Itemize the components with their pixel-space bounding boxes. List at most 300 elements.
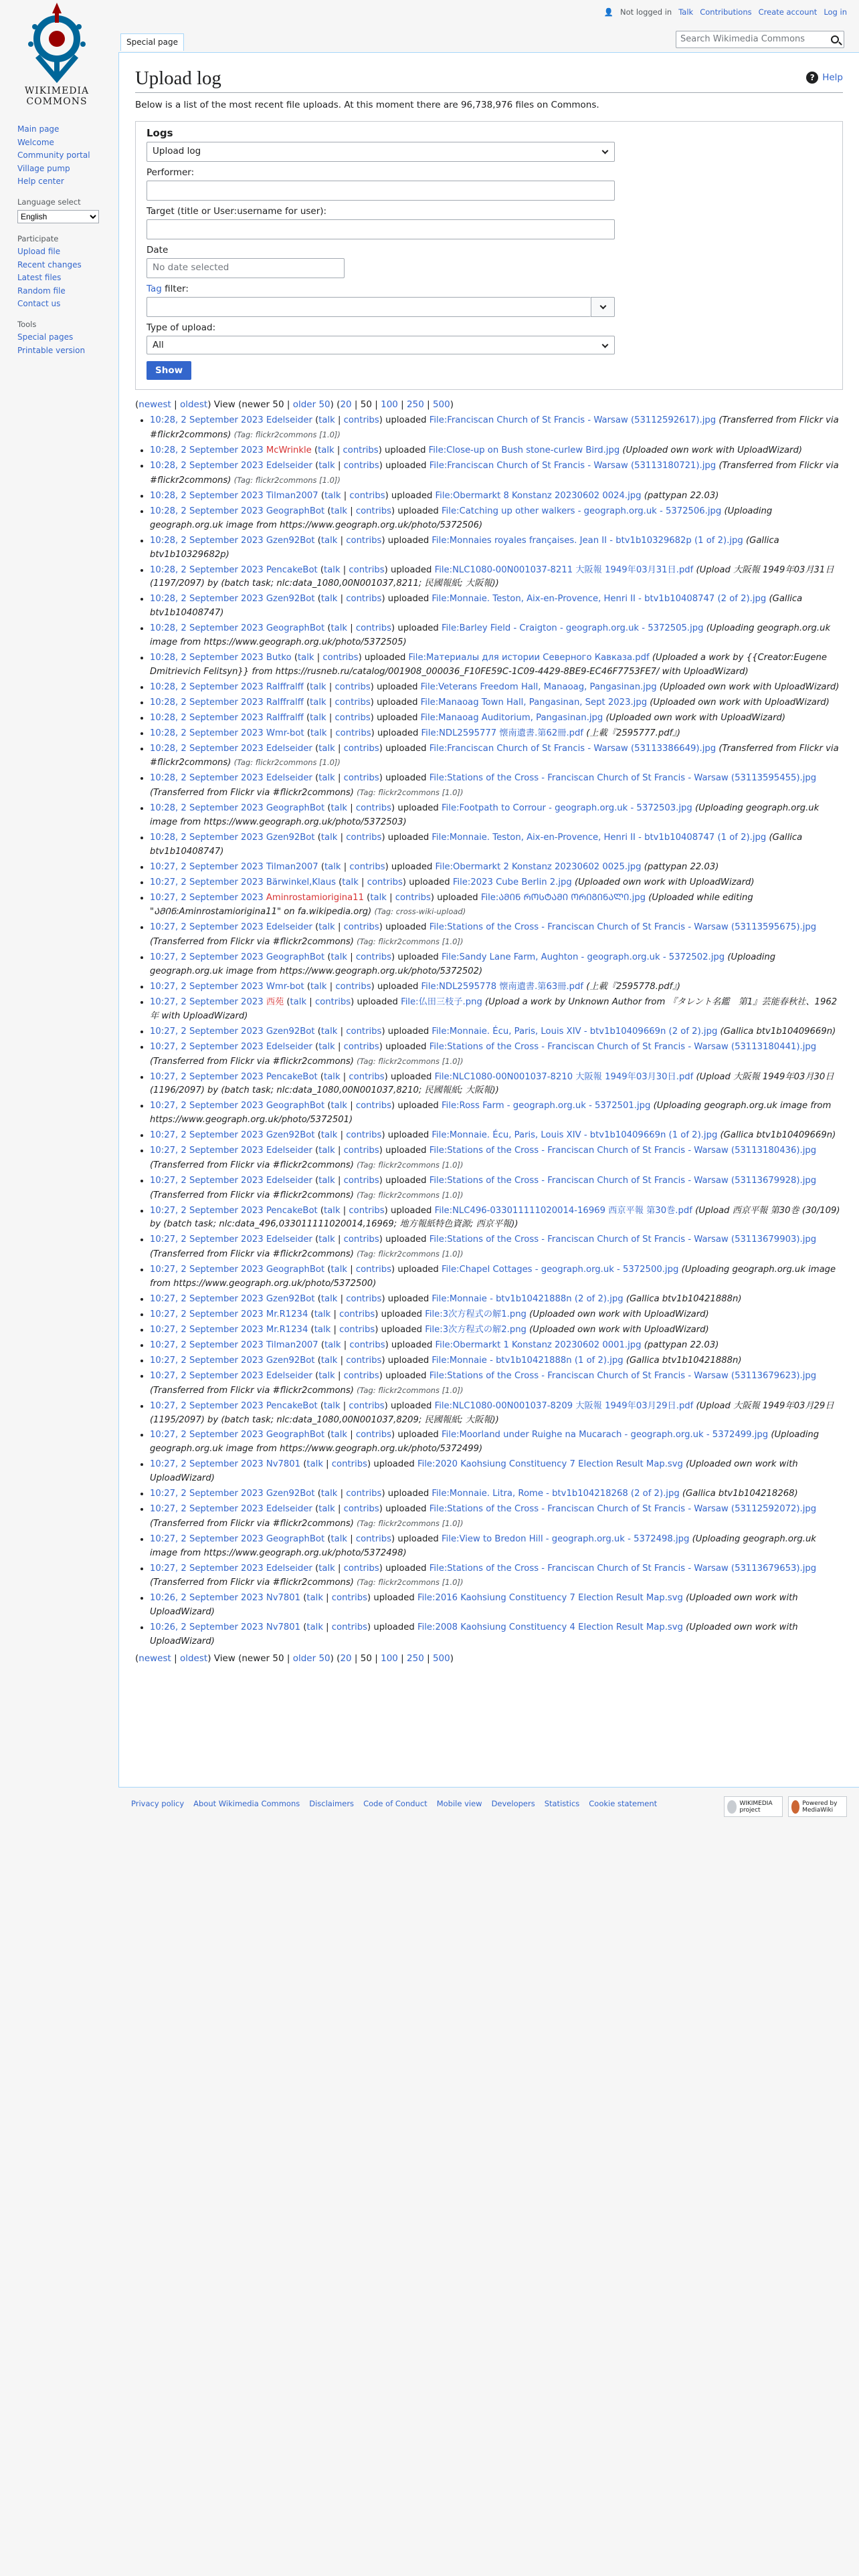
entry-talk-link[interactable]: talk: [310, 982, 327, 992]
entry-timestamp-link[interactable]: 10:27, 2 September 2023: [150, 1400, 264, 1411]
entry-timestamp-link[interactable]: 10:27, 2 September 2023: [150, 1041, 264, 1052]
search-input[interactable]: [676, 31, 844, 48]
entry-talk-link[interactable]: talk: [310, 697, 326, 708]
entry-timestamp-link[interactable]: 10:27, 2 September 2023: [150, 1235, 264, 1245]
entry-user-link[interactable]: Gzen92Bot: [266, 594, 315, 605]
limit-250-link[interactable]: 250: [407, 399, 424, 411]
entry-user-link[interactable]: Mr.R1234: [266, 1309, 308, 1319]
entry-file-link[interactable]: File:NDL2595777 懐南遺書.第62冊.pdf: [421, 728, 584, 738]
newest-link[interactable]: newest: [138, 1652, 171, 1664]
entry-user-link[interactable]: Edelseider: [266, 1504, 312, 1515]
entry-talk-link[interactable]: talk: [342, 877, 359, 887]
entry-timestamp-link[interactable]: 10:28, 2 September 2023: [150, 743, 264, 754]
entry-talk-link[interactable]: talk: [324, 1071, 341, 1082]
entry-talk-link[interactable]: talk: [324, 490, 341, 501]
entry-file-link[interactable]: File:Stations of the Cross - Franciscan Church of St Francis - Warsaw (53113180441).jpg: [429, 1041, 817, 1052]
entry-timestamp-link[interactable]: 10:26, 2 September 2023: [150, 1622, 264, 1633]
create-account-link[interactable]: Create account: [758, 7, 818, 17]
entry-talk-link[interactable]: talk: [324, 861, 341, 872]
entry-user-link[interactable]: Edelseider: [266, 1041, 312, 1052]
entry-file-link[interactable]: File:2008 Kaohsiung Constituency 4 Election Result Map.svg: [417, 1622, 683, 1633]
entry-file-link[interactable]: File:Stations of the Cross - Franciscan Church of St Francis - Warsaw (53112592072).jpg: [429, 1504, 817, 1515]
help-link[interactable]: [806, 72, 843, 84]
entry-timestamp-link[interactable]: 10:28, 2 September 2023: [150, 773, 264, 784]
talk-link[interactable]: Talk: [678, 7, 694, 17]
entry-contribs-link[interactable]: contribs: [335, 982, 371, 992]
entry-timestamp-link[interactable]: 10:27, 2 September 2023: [150, 1071, 264, 1082]
entry-file-link[interactable]: File:Monnaie. Écu, Paris, Louis XIV - btv1b10409669n (1 of 2).jpg: [432, 1130, 718, 1141]
entry-talk-link[interactable]: talk: [318, 445, 335, 456]
sidebar-item-contact-us[interactable]: Contact us: [17, 299, 61, 308]
entry-contribs-link[interactable]: contribs: [331, 1593, 367, 1604]
entry-user-link[interactable]: Nv7801: [266, 1459, 301, 1470]
entry-timestamp-link[interactable]: 10:28, 2 September 2023: [150, 623, 264, 634]
entry-file-link[interactable]: File:Chapel Cottages - geograph.org.uk - 5372500.jpg: [442, 1265, 679, 1275]
entry-file-link[interactable]: File:Franciscan Church of St Francis - Warsaw (53113180721).jpg: [429, 461, 717, 471]
entry-timestamp-link[interactable]: 10:27, 2 September 2023: [150, 861, 264, 872]
footer-disclaimers[interactable]: Disclaimers: [309, 1799, 355, 1808]
footer-mobile-view[interactable]: Mobile view: [436, 1799, 482, 1808]
entry-file-link[interactable]: File:Obermarkt 1 Konstanz 20230602 0001.jpg: [435, 1339, 642, 1350]
entry-file-link[interactable]: File:Stations of the Cross - Franciscan Church of St Francis - Warsaw (53113679903).jpg: [429, 1235, 817, 1245]
entry-timestamp-link[interactable]: 10:27, 2 September 2023: [150, 1430, 264, 1440]
entry-timestamp-link[interactable]: 10:27, 2 September 2023: [150, 1265, 264, 1275]
entry-contribs-link[interactable]: contribs: [343, 1235, 379, 1245]
entry-talk-link[interactable]: talk: [318, 773, 335, 784]
entry-talk-link[interactable]: talk: [318, 922, 335, 933]
entry-file-link[interactable]: File:Moorland under Ruighe na Mucarach - geograph.org.uk - 5372499.jpg: [442, 1430, 769, 1440]
entry-talk-link[interactable]: talk: [330, 952, 348, 963]
sidebar-item-latest-files[interactable]: Latest files: [17, 273, 62, 282]
entry-contribs-link[interactable]: contribs: [367, 877, 403, 887]
entry-user-link[interactable]: Edelseider: [266, 1370, 312, 1381]
entry-talk-link[interactable]: talk: [320, 1026, 338, 1037]
entry-user-link[interactable]: Edelseider: [266, 773, 312, 784]
entry-talk-link[interactable]: talk: [314, 1309, 331, 1319]
search-icon[interactable]: [831, 35, 839, 43]
entry-contribs-link[interactable]: contribs: [395, 892, 431, 903]
entry-user-link[interactable]: Gzen92Bot: [266, 1489, 315, 1499]
entry-contribs-link[interactable]: contribs: [314, 997, 351, 1007]
footer-privacy-policy[interactable]: Privacy policy: [131, 1799, 185, 1808]
entry-user-link[interactable]: GeographBot: [266, 803, 325, 814]
oldest-link[interactable]: oldest: [179, 1652, 208, 1664]
entry-contribs-link[interactable]: contribs: [339, 1309, 375, 1319]
entry-file-link[interactable]: File:Stations of the Cross - Franciscan Church of St Francis - Warsaw (53113595455).jpg: [429, 773, 817, 784]
entry-file-link[interactable]: File:Stations of the Cross - Franciscan Church of St Francis - Warsaw (53113595675).jpg: [429, 922, 817, 933]
entry-timestamp-link[interactable]: 10:27, 2 September 2023: [150, 1205, 264, 1216]
limit-500-link[interactable]: 500: [432, 1652, 450, 1664]
entry-timestamp-link[interactable]: 10:27, 2 September 2023: [150, 1563, 264, 1574]
tab-special-page[interactable]: Special page: [120, 33, 184, 51]
sidebar-item-upload-file[interactable]: Upload file: [17, 247, 61, 256]
entry-talk-link[interactable]: talk: [320, 1130, 338, 1141]
entry-file-link[interactable]: File:仏田三枝子.png: [401, 997, 482, 1007]
footer-cookie-statement[interactable]: Cookie statement: [589, 1799, 658, 1808]
entry-timestamp-link[interactable]: 10:28, 2 September 2023: [150, 506, 264, 516]
entry-timestamp-link[interactable]: 10:28, 2 September 2023: [150, 697, 264, 708]
entry-talk-link[interactable]: talk: [330, 1101, 348, 1111]
entry-contribs-link[interactable]: contribs: [355, 803, 392, 814]
entry-file-link[interactable]: File:Footpath to Corrour - geograph.org.uk - 5372503.jpg: [442, 803, 692, 814]
limit-100-link[interactable]: 100: [381, 1652, 398, 1664]
footer-about[interactable]: About Wikimedia Commons: [193, 1799, 300, 1808]
entry-user-link[interactable]: Wmr-bot: [266, 728, 304, 738]
entry-file-link[interactable]: File:NDL2595778 懐南遺書.第63冊.pdf: [421, 982, 584, 992]
entry-contribs-link[interactable]: contribs: [349, 1400, 385, 1411]
powered-by-mediawiki-badge[interactable]: [788, 1796, 847, 1817]
entry-user-link[interactable]: Wmr-bot: [266, 982, 304, 992]
entry-file-link[interactable]: File:Stations of the Cross - Franciscan Church of St Francis - Warsaw (53113180436).jpg: [429, 1146, 817, 1156]
entry-user-link[interactable]: Edelseider: [266, 922, 312, 933]
performer-input[interactable]: [147, 181, 615, 201]
entry-talk-link[interactable]: talk: [318, 1563, 335, 1574]
oldest-link[interactable]: oldest: [179, 399, 208, 411]
sidebar-item-printable-version[interactable]: Printable version: [17, 345, 86, 355]
entry-timestamp-link[interactable]: 10:28, 2 September 2023: [150, 712, 264, 723]
login-link[interactable]: Log in: [824, 7, 847, 17]
entry-file-link[interactable]: File:NLC1080-00N001037-8209 大阪報 1949年03月29日.pdf: [434, 1400, 694, 1411]
entry-user-link[interactable]: McWrinkle: [266, 445, 312, 456]
entry-contribs-link[interactable]: contribs: [346, 594, 382, 605]
entry-timestamp-link[interactable]: 10:27, 2 September 2023: [150, 922, 264, 933]
entry-file-link[interactable]: File:Monnaie - btv1b10421888n (2 of 2).jpg: [432, 1294, 624, 1304]
entry-talk-link[interactable]: talk: [310, 712, 326, 723]
entry-file-link[interactable]: File:Sandy Lane Farm, Aughton - geograph.org.uk - 5372502.jpg: [442, 952, 725, 963]
entry-user-link[interactable]: Tilman2007: [266, 1339, 318, 1350]
date-input[interactable]: [147, 258, 345, 278]
entry-timestamp-link[interactable]: 10:27, 2 September 2023: [150, 1175, 264, 1186]
entry-file-link[interactable]: File:Stations of the Cross - Franciscan Church of St Francis - Warsaw (53113679623).jpg: [429, 1370, 817, 1381]
entry-contribs-link[interactable]: contribs: [349, 1071, 385, 1082]
entry-file-link[interactable]: File:Franciscan Church of St Francis - Warsaw (53113386649).jpg: [429, 743, 717, 754]
entry-talk-link[interactable]: talk: [324, 564, 341, 575]
entry-user-link[interactable]: Edelseider: [266, 1563, 312, 1574]
entry-user-link[interactable]: Gzen92Bot: [266, 1355, 315, 1366]
entry-user-link[interactable]: Edelseider: [266, 743, 312, 754]
entry-talk-link[interactable]: talk: [318, 415, 335, 426]
entry-user-link[interactable]: GeographBot: [266, 1101, 325, 1111]
entry-contribs-link[interactable]: contribs: [346, 1355, 382, 1366]
entry-talk-link[interactable]: talk: [318, 1041, 335, 1052]
entry-contribs-link[interactable]: contribs: [343, 415, 379, 426]
entry-file-link[interactable]: File:NLC1080-00N001037-8210 大阪報 1949年03月30日.pdf: [434, 1071, 694, 1082]
entry-contribs-link[interactable]: contribs: [349, 1205, 385, 1216]
show-button[interactable]: Show: [147, 361, 191, 380]
entry-file-link[interactable]: File:Franciscan Church of St Francis - Warsaw (53112592617).jpg: [429, 415, 717, 426]
entry-user-link[interactable]: Gzen92Bot: [266, 1026, 315, 1037]
entry-user-link[interactable]: Gzen92Bot: [266, 1130, 315, 1141]
entry-file-link[interactable]: File:Close-up on Bush stone-curlew Bird.jpg: [428, 445, 620, 456]
limit-20-link[interactable]: 20: [340, 1652, 352, 1664]
entry-file-link[interactable]: File:Stations of the Cross - Franciscan Church of St Francis - Warsaw (53113679928).jpg: [429, 1175, 817, 1186]
entry-user-link[interactable]: PencakeBot: [266, 1071, 318, 1082]
entry-contribs-link[interactable]: contribs: [343, 445, 379, 456]
entry-user-link[interactable]: Edelseider: [266, 1235, 312, 1245]
log-type-dropdown[interactable]: [147, 142, 615, 162]
entry-talk-link[interactable]: talk: [318, 743, 335, 754]
entry-talk-link[interactable]: talk: [330, 1430, 348, 1440]
entry-contribs-link[interactable]: contribs: [335, 681, 371, 692]
entry-talk-link[interactable]: talk: [330, 506, 348, 516]
entry-file-link[interactable]: File:Monnaie. Teston, Aix-en-Provence, Henri II - btv1b10408747 (2 of 2).jpg: [432, 594, 767, 605]
entry-talk-link[interactable]: talk: [330, 1265, 348, 1275]
entry-file-link[interactable]: File:Stations of the Cross - Franciscan Church of St Francis - Warsaw (53113679653).jpg: [429, 1563, 817, 1574]
entry-contribs-link[interactable]: contribs: [346, 535, 382, 546]
entry-talk-link[interactable]: talk: [330, 1533, 348, 1544]
entry-file-link[interactable]: File:2020 Kaohsiung Constituency 7 Election Result Map.svg: [417, 1459, 683, 1470]
entry-contribs-link[interactable]: contribs: [355, 1533, 392, 1544]
target-input[interactable]: [147, 219, 615, 239]
entry-timestamp-link[interactable]: 10:27, 2 September 2023: [150, 1355, 264, 1366]
language-select[interactable]: [17, 210, 99, 223]
entry-user-link[interactable]: PencakeBot: [266, 564, 318, 575]
entry-user-link[interactable]: Edelseider: [266, 1175, 312, 1186]
sidebar-item-random-file[interactable]: Random file: [17, 286, 66, 296]
entry-file-link[interactable]: File:Monnaie. Écu, Paris, Louis XIV - btv1b10409669n (2 of 2).jpg: [432, 1026, 718, 1037]
entry-timestamp-link[interactable]: 10:28, 2 September 2023: [150, 415, 264, 426]
entry-timestamp-link[interactable]: 10:28, 2 September 2023: [150, 803, 264, 814]
entry-file-link[interactable]: File:Manaoag Town Hall, Pangasinan, Sept 2023.jpg: [420, 697, 648, 708]
entry-file-link[interactable]: File:Monnaie. Teston, Aix-en-Provence, Henri II - btv1b10408747 (1 of 2).jpg: [432, 832, 767, 843]
limit-100-link[interactable]: 100: [381, 399, 398, 411]
entry-contribs-link[interactable]: contribs: [343, 743, 379, 754]
entry-file-link[interactable]: File:Monnaies royales françaises. Jean II - btv1b10329682p (1 of 2).jpg: [432, 535, 743, 546]
entry-user-link[interactable]: Ralffralff: [266, 697, 304, 708]
entry-talk-link[interactable]: talk: [297, 652, 314, 663]
entry-timestamp-link[interactable]: 10:27, 2 September 2023: [150, 997, 264, 1007]
entry-talk-link[interactable]: talk: [320, 1489, 338, 1499]
entry-timestamp-link[interactable]: 10:27, 2 September 2023: [150, 1146, 264, 1156]
entry-timestamp-link[interactable]: 10:27, 2 September 2023: [150, 1324, 264, 1335]
newest-link[interactable]: newest: [138, 399, 171, 411]
entry-talk-link[interactable]: talk: [324, 1205, 341, 1216]
entry-contribs-link[interactable]: contribs: [355, 1430, 392, 1440]
entry-talk-link[interactable]: talk: [320, 1294, 338, 1304]
entry-contribs-link[interactable]: contribs: [343, 922, 379, 933]
entry-contribs-link[interactable]: contribs: [322, 652, 359, 663]
entry-talk-link[interactable]: talk: [290, 997, 307, 1007]
entry-file-link[interactable]: File:2016 Kaohsiung Constituency 7 Election Result Map.svg: [417, 1593, 683, 1604]
entry-file-link[interactable]: File:NLC1080-00N001037-8211 大阪報 1949年03月31日.pdf: [434, 564, 694, 575]
entry-timestamp-link[interactable]: 10:27, 2 September 2023: [150, 1533, 264, 1544]
entry-file-link[interactable]: File:Материалы для истории Северного Кавказа.pdf: [408, 652, 650, 663]
entry-contribs-link[interactable]: contribs: [346, 1130, 382, 1141]
entry-talk-link[interactable]: talk: [318, 1504, 335, 1515]
entry-timestamp-link[interactable]: 10:27, 2 September 2023: [150, 982, 264, 992]
entry-timestamp-link[interactable]: 10:27, 2 September 2023: [150, 1489, 264, 1499]
entry-contribs-link[interactable]: contribs: [349, 861, 385, 872]
entry-user-link[interactable]: Gzen92Bot: [266, 535, 315, 546]
entry-file-link[interactable]: File:Monnaie. Litra, Rome - btv1b104218268 (2 of 2).jpg: [432, 1489, 680, 1499]
entry-user-link[interactable]: GeographBot: [266, 506, 325, 516]
older-50-link[interactable]: older 50: [292, 399, 330, 411]
entry-timestamp-link[interactable]: 10:28, 2 September 2023: [150, 490, 264, 501]
entry-timestamp-link[interactable]: 10:28, 2 September 2023: [150, 564, 264, 575]
entry-user-link[interactable]: Edelseider: [266, 461, 312, 471]
entry-contribs-link[interactable]: contribs: [346, 832, 382, 843]
entry-contribs-link[interactable]: contribs: [343, 1146, 379, 1156]
entry-talk-link[interactable]: talk: [318, 1146, 335, 1156]
entry-talk-link[interactable]: talk: [320, 1355, 338, 1366]
entry-file-link[interactable]: File:Catching up other walkers - geograph.org.uk - 5372506.jpg: [442, 506, 722, 516]
sidebar-item-recent-changes[interactable]: Recent changes: [17, 259, 82, 270]
footer-code-of-conduct[interactable]: Code of Conduct: [363, 1799, 427, 1808]
entry-contribs-link[interactable]: contribs: [343, 1041, 379, 1052]
entry-talk-link[interactable]: talk: [320, 594, 338, 605]
entry-user-link[interactable]: GeographBot: [266, 623, 325, 634]
entry-file-link[interactable]: File:Monnaie - btv1b10421888n (1 of 2).jpg: [432, 1355, 624, 1366]
entry-user-link[interactable]: Edelseider: [266, 415, 312, 426]
tag-filter-input[interactable]: [147, 297, 591, 317]
limit-500-link[interactable]: 500: [432, 399, 450, 411]
entry-timestamp-link[interactable]: 10:28, 2 September 2023: [150, 832, 264, 843]
limit-250-link[interactable]: 250: [407, 1652, 424, 1664]
entry-talk-link[interactable]: talk: [318, 1235, 335, 1245]
entry-user-link[interactable]: Aminrostamiorigina11: [266, 892, 364, 903]
entry-user-link[interactable]: PencakeBot: [266, 1400, 318, 1411]
sidebar-item-help-center[interactable]: Help center: [17, 177, 64, 186]
entry-contribs-link[interactable]: contribs: [346, 1294, 382, 1304]
entry-timestamp-link[interactable]: 10:27, 2 September 2023: [150, 877, 264, 887]
entry-contribs-link[interactable]: contribs: [355, 623, 392, 634]
entry-talk-link[interactable]: talk: [310, 681, 326, 692]
entry-timestamp-link[interactable]: 10:27, 2 September 2023: [150, 1101, 264, 1111]
entry-contribs-link[interactable]: contribs: [343, 1175, 379, 1186]
entry-file-link[interactable]: File:3次方程式の解2.png: [425, 1324, 527, 1335]
sidebar-item-welcome[interactable]: Welcome: [17, 137, 54, 147]
entry-talk-link[interactable]: talk: [330, 803, 348, 814]
entry-talk-link[interactable]: talk: [306, 1622, 323, 1633]
entry-timestamp-link[interactable]: 10:26, 2 September 2023: [150, 1593, 264, 1604]
entry-user-link[interactable]: Gzen92Bot: [266, 832, 315, 843]
entry-timestamp-link[interactable]: 10:28, 2 September 2023: [150, 728, 264, 738]
older-50-link[interactable]: older 50: [292, 1652, 330, 1664]
entry-file-link[interactable]: File:Obermarkt 8 Konstanz 20230602 0024.jpg: [435, 490, 642, 501]
entry-contribs-link[interactable]: contribs: [335, 712, 371, 723]
entry-contribs-link[interactable]: contribs: [331, 1459, 367, 1470]
wikimedia-commons-logo[interactable]: [15, 0, 99, 107]
entry-user-link[interactable]: PencakeBot: [266, 1205, 318, 1216]
entry-file-link[interactable]: File:NLC496-033011111020014-16969 西京平報 第30巻.pdf: [434, 1205, 692, 1216]
entry-file-link[interactable]: File:Barley Field - Craigton - geograph.org.uk - 5372505.jpg: [442, 623, 704, 634]
entry-contribs-link[interactable]: contribs: [346, 1489, 382, 1499]
entry-contribs-link[interactable]: contribs: [355, 952, 392, 963]
entry-contribs-link[interactable]: contribs: [331, 1622, 367, 1633]
entry-contribs-link[interactable]: contribs: [343, 461, 379, 471]
entry-user-link[interactable]: Tilman2007: [266, 490, 318, 501]
help-label[interactable]: Help: [822, 72, 843, 83]
entry-user-link[interactable]: GeographBot: [266, 1430, 325, 1440]
entry-contribs-link[interactable]: contribs: [349, 490, 385, 501]
entry-contribs-link[interactable]: contribs: [343, 1563, 379, 1574]
entry-file-link[interactable]: File:Ross Farm - geograph.org.uk - 5372501.jpg: [442, 1101, 651, 1111]
entry-contribs-link[interactable]: contribs: [349, 1339, 385, 1350]
entry-user-link[interactable]: GeographBot: [266, 952, 325, 963]
entry-user-link[interactable]: Mr.R1234: [266, 1324, 308, 1335]
entry-user-link[interactable]: Bärwinkel,Klaus: [266, 877, 336, 887]
entry-timestamp-link[interactable]: 10:27, 2 September 2023: [150, 1294, 264, 1304]
entry-contribs-link[interactable]: contribs: [355, 506, 392, 516]
entry-talk-link[interactable]: talk: [306, 1459, 323, 1470]
entry-timestamp-link[interactable]: 10:28, 2 September 2023: [150, 652, 264, 663]
entry-timestamp-link[interactable]: 10:28, 2 September 2023: [150, 681, 264, 692]
entry-timestamp-link[interactable]: 10:28, 2 September 2023: [150, 461, 264, 471]
limit-20-link[interactable]: 20: [340, 399, 352, 411]
entry-user-link[interactable]: GeographBot: [266, 1533, 325, 1544]
footer-statistics[interactable]: Statistics: [544, 1799, 580, 1808]
entry-timestamp-link[interactable]: 10:27, 2 September 2023: [150, 1370, 264, 1381]
entry-timestamp-link[interactable]: 10:27, 2 September 2023: [150, 1309, 264, 1319]
entry-timestamp-link[interactable]: 10:27, 2 September 2023: [150, 952, 264, 963]
entry-timestamp-link[interactable]: 10:27, 2 September 2023: [150, 1130, 264, 1141]
entry-talk-link[interactable]: talk: [318, 1175, 335, 1186]
entry-file-link[interactable]: File:View to Bredon Hill - geograph.org.uk - 5372498.jpg: [442, 1533, 690, 1544]
entry-timestamp-link[interactable]: 10:28, 2 September 2023: [150, 445, 264, 456]
entry-timestamp-link[interactable]: 10:27, 2 September 2023: [150, 1026, 264, 1037]
entry-contribs-link[interactable]: contribs: [335, 728, 371, 738]
entry-file-link[interactable]: File:2023 Cube Berlin 2.jpg: [452, 877, 572, 887]
entry-talk-link[interactable]: talk: [310, 728, 327, 738]
entry-talk-link[interactable]: talk: [370, 892, 387, 903]
entry-talk-link[interactable]: talk: [306, 1593, 323, 1604]
entry-timestamp-link[interactable]: 10:27, 2 September 2023: [150, 1504, 264, 1515]
entry-contribs-link[interactable]: contribs: [335, 697, 371, 708]
entry-user-link[interactable]: Ralffralff: [266, 681, 304, 692]
entry-user-link[interactable]: Butko: [266, 652, 292, 663]
entry-user-link[interactable]: Edelseider: [266, 1146, 312, 1156]
sidebar-item-main-page[interactable]: Main page: [17, 124, 60, 134]
entry-user-link[interactable]: Nv7801: [266, 1593, 301, 1604]
entry-file-link[interactable]: File:ᲐᲛᲘᲜ ᲠᲝᲡᲢᲐᲛᲘ ᲝᲠᲘᲒᲘᲜᲐᲚᲘ.jpg: [480, 892, 646, 903]
entry-talk-link[interactable]: talk: [324, 1400, 341, 1411]
entry-contribs-link[interactable]: contribs: [355, 1265, 392, 1275]
entry-talk-link[interactable]: talk: [320, 832, 338, 843]
entry-talk-link[interactable]: talk: [314, 1324, 331, 1335]
entry-user-link[interactable]: Tilman2007: [266, 861, 318, 872]
sidebar-item-community-portal[interactable]: Community portal: [17, 150, 90, 160]
entry-timestamp-link[interactable]: 10:28, 2 September 2023: [150, 594, 264, 605]
wikimedia-project-badge[interactable]: [724, 1796, 783, 1817]
sidebar-item-village-pump[interactable]: Village pump: [17, 163, 70, 173]
entry-contribs-link[interactable]: contribs: [339, 1324, 375, 1335]
upload-type-dropdown[interactable]: [147, 336, 615, 354]
entry-contribs-link[interactable]: contribs: [346, 1026, 382, 1037]
entry-contribs-link[interactable]: contribs: [343, 1504, 379, 1515]
footer-developers[interactable]: Developers: [491, 1799, 535, 1808]
entry-user-link[interactable]: GeographBot: [266, 1265, 325, 1275]
entry-file-link[interactable]: File:Obermarkt 2 Konstanz 20230602 0025.jpg: [435, 861, 642, 872]
entry-user-link[interactable]: Gzen92Bot: [266, 1294, 315, 1304]
tag-filter-dropdown-button[interactable]: [591, 297, 615, 317]
entry-contribs-link[interactable]: contribs: [355, 1101, 392, 1111]
entry-talk-link[interactable]: talk: [318, 1370, 335, 1381]
entry-talk-link[interactable]: talk: [324, 1339, 341, 1350]
sidebar-item-special-pages[interactable]: Special pages: [17, 332, 74, 342]
entry-timestamp-link[interactable]: 10:27, 2 September 2023: [150, 892, 264, 903]
entry-file-link[interactable]: File:Veterans Freedom Hall, Manaoag, Pangasinan.jpg: [420, 681, 657, 692]
entry-contribs-link[interactable]: contribs: [343, 1370, 379, 1381]
entry-talk-link[interactable]: talk: [330, 623, 348, 634]
tag-link[interactable]: Tag: [147, 284, 162, 295]
entry-user-link[interactable]: Ralffralff: [266, 712, 304, 723]
entry-file-link[interactable]: File:3次方程式の解1.png: [425, 1309, 527, 1319]
entry-timestamp-link[interactable]: 10:27, 2 September 2023: [150, 1339, 264, 1350]
entry-talk-link[interactable]: talk: [318, 461, 335, 471]
contributions-link[interactable]: Contributions: [700, 7, 752, 17]
entry-contribs-link[interactable]: contribs: [349, 564, 385, 575]
entry-file-link[interactable]: File:Manaoag Auditorium, Pangasinan.jpg: [420, 712, 603, 723]
